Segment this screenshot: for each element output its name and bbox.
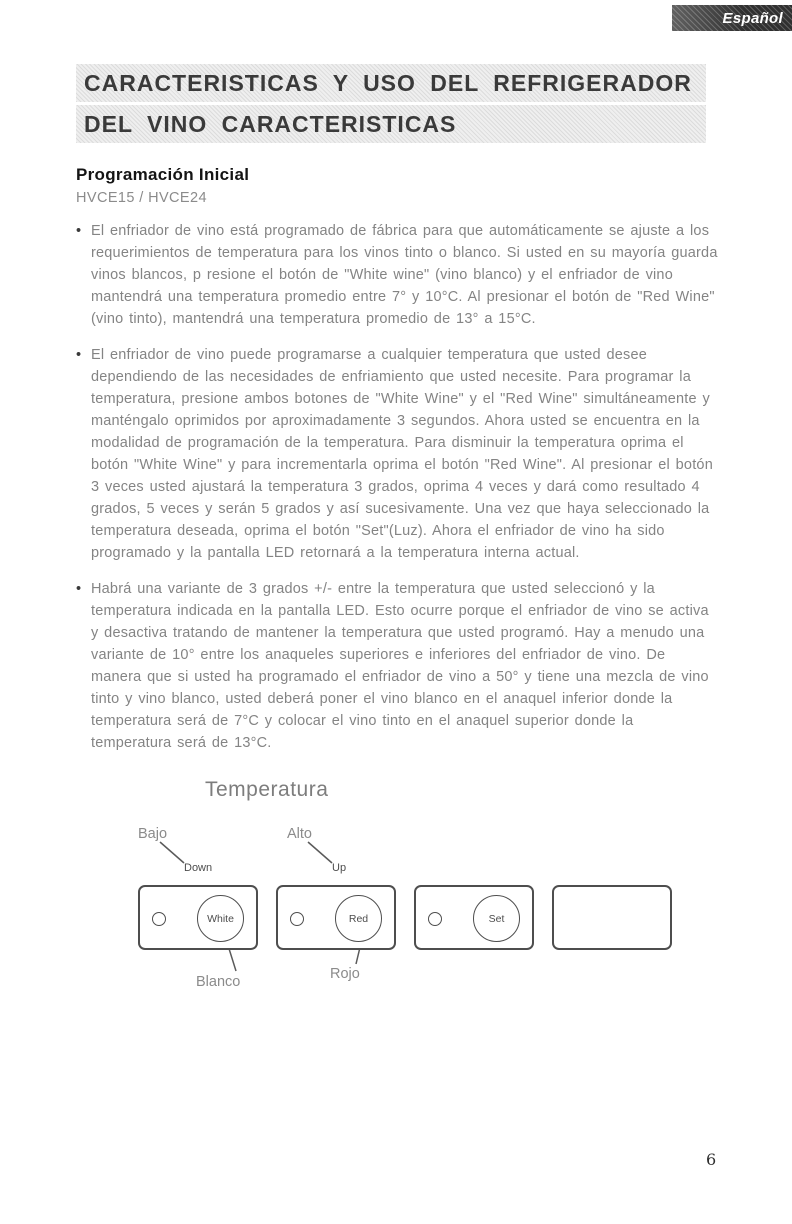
label-up: Up xyxy=(332,862,347,874)
temperature-control-diagram xyxy=(110,778,730,1013)
red-wine-button-label: Red xyxy=(348,912,369,925)
set-button xyxy=(473,895,520,942)
bullet-text: El enfriador de vino puede programarse a cualquier temperatura que usted desee dependiendo de las necesidades de enfriamiento que usted necesite. Para programar la temperatura, presione ambos botones de "White Wine" y el "Red Wine" simultáneamente y manténgalo oprimidos por aproximadamente 3 segundos. Ahora usted se encuentra en la modalidad de programación de la temperatura. Para disminuir la temperatura oprima el botón "White Wine" y para incrementarla oprima el botón "Red Wine". Al presionar el botón 3 veces usted ajustará la temperatura 3 grados, oprima 4 veces y dará como resultado 4 grados, 5 veces y serán 5 grados y así sucesivamente. Una vez que haya seleccionado la temperatura deseada, oprima el botón "Set"(Luz). Ahora el enfriador de vino ha sido programado y la pantalla LED retornará a la temperatura interna actual. xyxy=(91,347,713,561)
panel-box-white xyxy=(138,885,258,950)
label-rojo: Rojo xyxy=(330,966,360,982)
section-heading: Programación Inicial xyxy=(76,165,250,184)
led-indicator-icon xyxy=(428,912,442,926)
label-bajo: Bajo xyxy=(138,826,168,842)
panel-box-empty xyxy=(552,885,672,950)
bullet-text: Habrá una variante de 3 grados +/- entre la temperatura que usted seleccionó y la temperatura indicada en la pantalla LED. Esto ocurre porque el enfriador de vino se activa y desactiva tratando de mantener la temperatura que usted programó. Hay a menudo una variante de 10° entre los anaqueles superiores e inferiores del enfriador de vino. De manera que si usted ha programado el enfriador de vino a 50° y tiene una mezcla de vino tinto y vino blanco, usted deberá poner el vino blanco en el anaquel inferior donde la temperatura será de 7°C y colocar el vino tinto en el anaquel superior donde la temperatura será de 13°C. xyxy=(91,581,709,751)
title-banner xyxy=(76,64,706,143)
white-wine-button-label: White xyxy=(207,912,234,925)
bullet-list xyxy=(76,220,718,754)
page-number: 6 xyxy=(706,1150,717,1169)
bullet-marker: • xyxy=(76,223,82,239)
bullet-item xyxy=(76,344,718,564)
page-title-line-1: CARACTERISTICAS Y USO DEL REFRIGERADOR xyxy=(76,64,706,102)
language-badge-label: Español xyxy=(722,9,783,27)
led-indicator-icon xyxy=(290,912,304,926)
page-title-line-2: DEL VINO CARACTERISTICAS xyxy=(76,105,706,143)
label-alto: Alto xyxy=(287,826,312,842)
language-badge xyxy=(672,5,792,31)
set-button-label: Set xyxy=(488,912,505,925)
bullet-marker: • xyxy=(76,347,82,363)
label-down: Down xyxy=(184,862,213,874)
bullet-text: El enfriador de vino está programado de fábrica para que automáticamente se ajuste a los requerimientos de temperatura para los vinos tinto o blanco. Si usted en su mayoría guarda vinos blancos, p resione el botón de "White wine" (vino blanco) y el enfriador de vino mantendrá una temperatura promedio entre 7° y 10°C. Al presionar el botón de "Red Wine" (vino tinto), mantendrá una temperatura promedio de 13° a 15°C. xyxy=(91,223,718,327)
bullet-marker: • xyxy=(76,581,82,597)
white-wine-button xyxy=(197,895,244,942)
label-blanco: Blanco xyxy=(196,974,241,990)
led-indicator-icon xyxy=(152,912,166,926)
red-wine-button xyxy=(335,895,382,942)
panel-box-red xyxy=(276,885,396,950)
diagram-title: Temperatura xyxy=(205,778,329,801)
bullet-item xyxy=(76,578,718,754)
panel-box-set xyxy=(414,885,534,950)
bullet-item xyxy=(76,220,718,330)
model-numbers: HVCE15 / HVCE24 xyxy=(76,190,207,206)
